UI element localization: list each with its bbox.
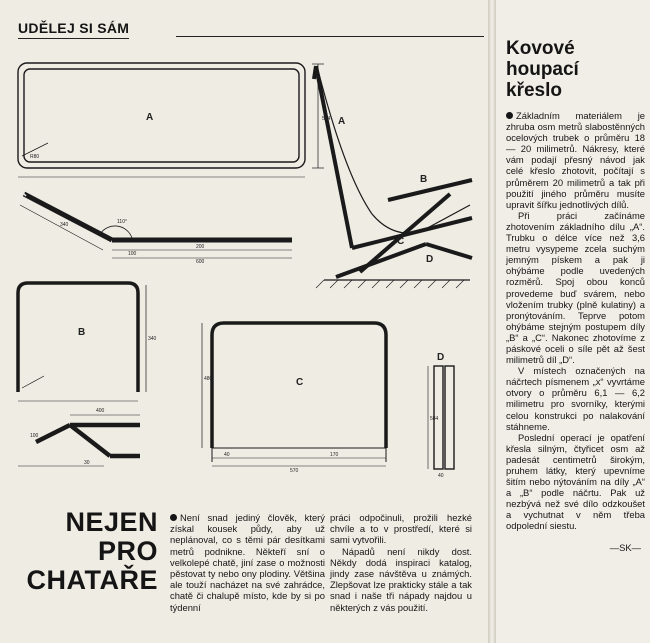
dim-b-height: 340 [148,336,157,342]
part-a-frame [18,63,305,168]
dim-c-height: 480 [204,376,213,382]
title-line: Kovové [506,38,575,59]
title-line: CHATAŘE [26,565,158,595]
chair-label-c: C [397,236,405,247]
col1-text: Není snad jediný člověk, který získal kousek půdy, aby už neplánoval, co s těmi pár desítkami metrů podnikne. Někteří sní o velkolepé chatě, jiní zase o možnosti pěstovat ty nebo ony plodiny. Většina ale touží nacházet na své zahrádce, chatě či chalupě místo, kde by si po týdenní [170,512,325,613]
left-article-title [18,508,158,595]
title-line: PRO [97,536,158,566]
bullet-icon [170,514,177,521]
dim-b-100: 100 [30,433,39,439]
chair-sketch [314,66,472,280]
part-c-frame [212,323,386,462]
dim-b-400: 400 [96,408,105,414]
dim-seg-600: 600 [196,259,205,265]
paragraph: Základním materiálem je zhruba osm metrů slabostěnných ocelových trubek o průměru 18 — 20 milimetrů. Nákresy, které vám podají přesný návod jak celé křeslo zhotovit, počítají s průměrem 20 milimetrů a tak při použití jiného průměru musíte upravit šířku jednotlivých dílů. [506,110,645,210]
col2-paragraph: práci odpočinuli, prožili hezké chvíle a to v prostředí, které si sami vytvořili. [330,512,472,546]
dim-d-height: 584 [430,416,439,422]
dim-c-170: 170 [330,452,339,458]
left-article-col-2 [330,512,472,613]
paragraph: V místech označených na náčrtech písmenem „x“ vyvrtáme otvory o průměru 6,1 — 6,2 milimetru pro svorníky, kterými celou konstrukci po nalakování stáhneme. [506,365,645,432]
chair-label-a: A [338,116,346,127]
signature: —SK— [609,541,641,553]
title-line: křeslo [506,80,562,101]
paragraph: Poslední operací je opatření křesla silným, čtyřicet osm až padesát centimetrů širokým, pruhem látky, který upevníme šitím nebo nýtováním na díly „A“ a „B“ podle náčrtu. Pak už nezbývá než své dílo odzkoušet a vychutnat v něm třeba odpolední siestu. [506,431,645,532]
dim-c-40: 40 [224,452,230,458]
col2-paragraph: Nápadů není nikdy dost. Někdy dodá inspiraci katalog, jindy zase návštěva u známých. Zlepšovat lze prakticky stále a tak snad i naše tři nápady najdou u některých z vás použití. [330,545,472,613]
part-c-label: C [296,377,304,388]
right-article-title [506,38,646,101]
dim-d-width: 40 [438,473,444,479]
right-page [496,0,650,643]
left-article-col-1 [170,512,325,613]
chair-label-b: B [420,174,428,185]
dim-a-height: 564 [322,116,331,122]
part-a-label: A [146,112,154,123]
title-line: houpací [506,59,579,80]
bullet-icon [506,112,513,119]
part-b-bend [36,425,140,456]
chair-label-d: D [426,254,434,265]
part-a-bend [22,192,292,240]
dim-seg-100: 100 [128,251,137,257]
dim-seg-200: 200 [196,244,205,250]
paragraph: Při práci začínáme zhotovením základního dílu „A“. Trubku o délce více než 3,6 metru vysypeme zcela suchým jemným pískem a pak ji ohýbáme podle uvedených rozměrů. Spoj obou konců provedeme buď svárem, nebo vložením trubky (plně kulatiny) a pronýtováním. Teprve potom ohýbáme stejným postupem díly „B“ a „C“. Nakonec zhotovíme z páskové oceli o síle pět až šest milimetrů díl „D“. [506,209,645,366]
right-article-body [506,110,645,553]
dim-angle: 110° [117,219,127,225]
page-fold [488,0,496,643]
part-d-label: D [437,352,445,363]
dim-b-30: 30 [84,460,90,466]
section-label: UDĚLEJ SI SÁM [18,20,129,39]
dim-a-corner: R80 [30,154,40,160]
part-b-label: B [78,327,86,338]
title-line: NEJEN [65,507,158,537]
dim-seg-340: 340 [60,222,69,228]
dim-c-width: 570 [290,468,299,474]
